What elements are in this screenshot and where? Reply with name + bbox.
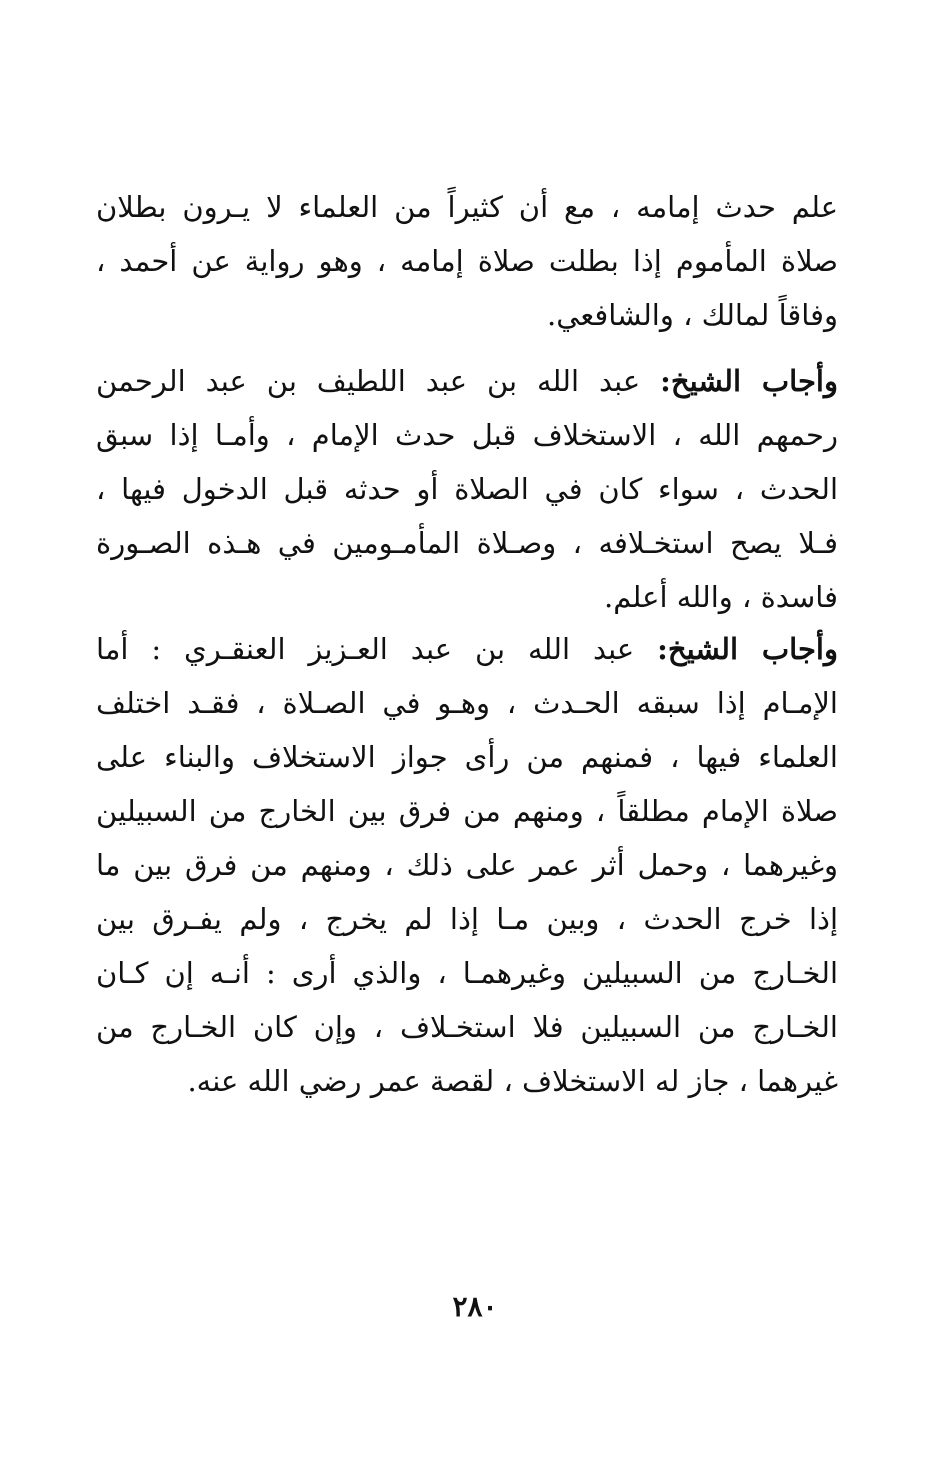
text-line: رحمهم الله ، الاستخلاف قبل حدث الإمام ، وأمـا إذا سبق [96,418,838,452]
text-line: فاسدة ، والله أعلم. [604,580,838,614]
text-line: صلاة المأموم إذا بطلت صلاة إمامه ، وهو رواية عن أحمد ، [96,244,838,278]
text-line: الخـارج من السبيلين وغيرهمـا ، والذي أرى : أنـه إن كـان [96,956,838,990]
text-line: وغيرهما ، وحمل أثر عمر على ذلك ، ومنهم من فرق بين ما [96,848,838,882]
text-line [96,354,838,408]
text-line [96,622,838,676]
text-line: وفاقاً لمالك ، والشافعي. [547,298,838,332]
text-line: علم حدث إمامه ، مع أن كثيراً من العلماء لا يـرون بطلان [96,190,838,224]
paragraph-3 [96,622,838,1108]
text-line: إذا خرج الحدث ، وبين مـا إذا لم يخرج ، ولم يفـرق بين [96,902,838,936]
text-line: العلماء فيها ، فمنهم من رأى جواز الاستخلاف والبناء على [96,740,838,774]
speaker-label: وأجاب الشيخ: [657,632,838,666]
text-line: الحدث ، سواء كان في الصلاة أو حدثه قبل الدخول فيها ، [96,472,838,506]
text-line: الخـارج من السبيلين فلا استخـلاف ، وإن كان الخـارج من [96,1010,838,1044]
speaker-label: وأجاب الشيخ: [660,364,838,398]
text-line: فـلا يصح استخـلافه ، وصـلاة المأمـومين في هـذه الصـورة [96,526,838,560]
text-fragment: عبد الله بن عبد العـزيز العنقـري : أما [96,632,658,666]
paragraph-1 [96,180,838,342]
text-line: صلاة الإمام مطلقاً ، ومنهم من فرق بين الخارج من السبيلين [96,794,838,828]
text-fragment: عبد الله بن عبد اللطيف بن عبد الرحمن [96,364,661,398]
text-line: غيرهما ، جاز له الاستخلاف ، لقصة عمر رضي الله عنه. [187,1064,838,1098]
paragraph-2 [96,354,838,624]
text-line: الإمـام إذا سبقه الحـدث ، وهـو في الصـلاة ، فقـد اختلف [96,686,838,720]
page-number: ٢٨٠ [452,1290,498,1323]
